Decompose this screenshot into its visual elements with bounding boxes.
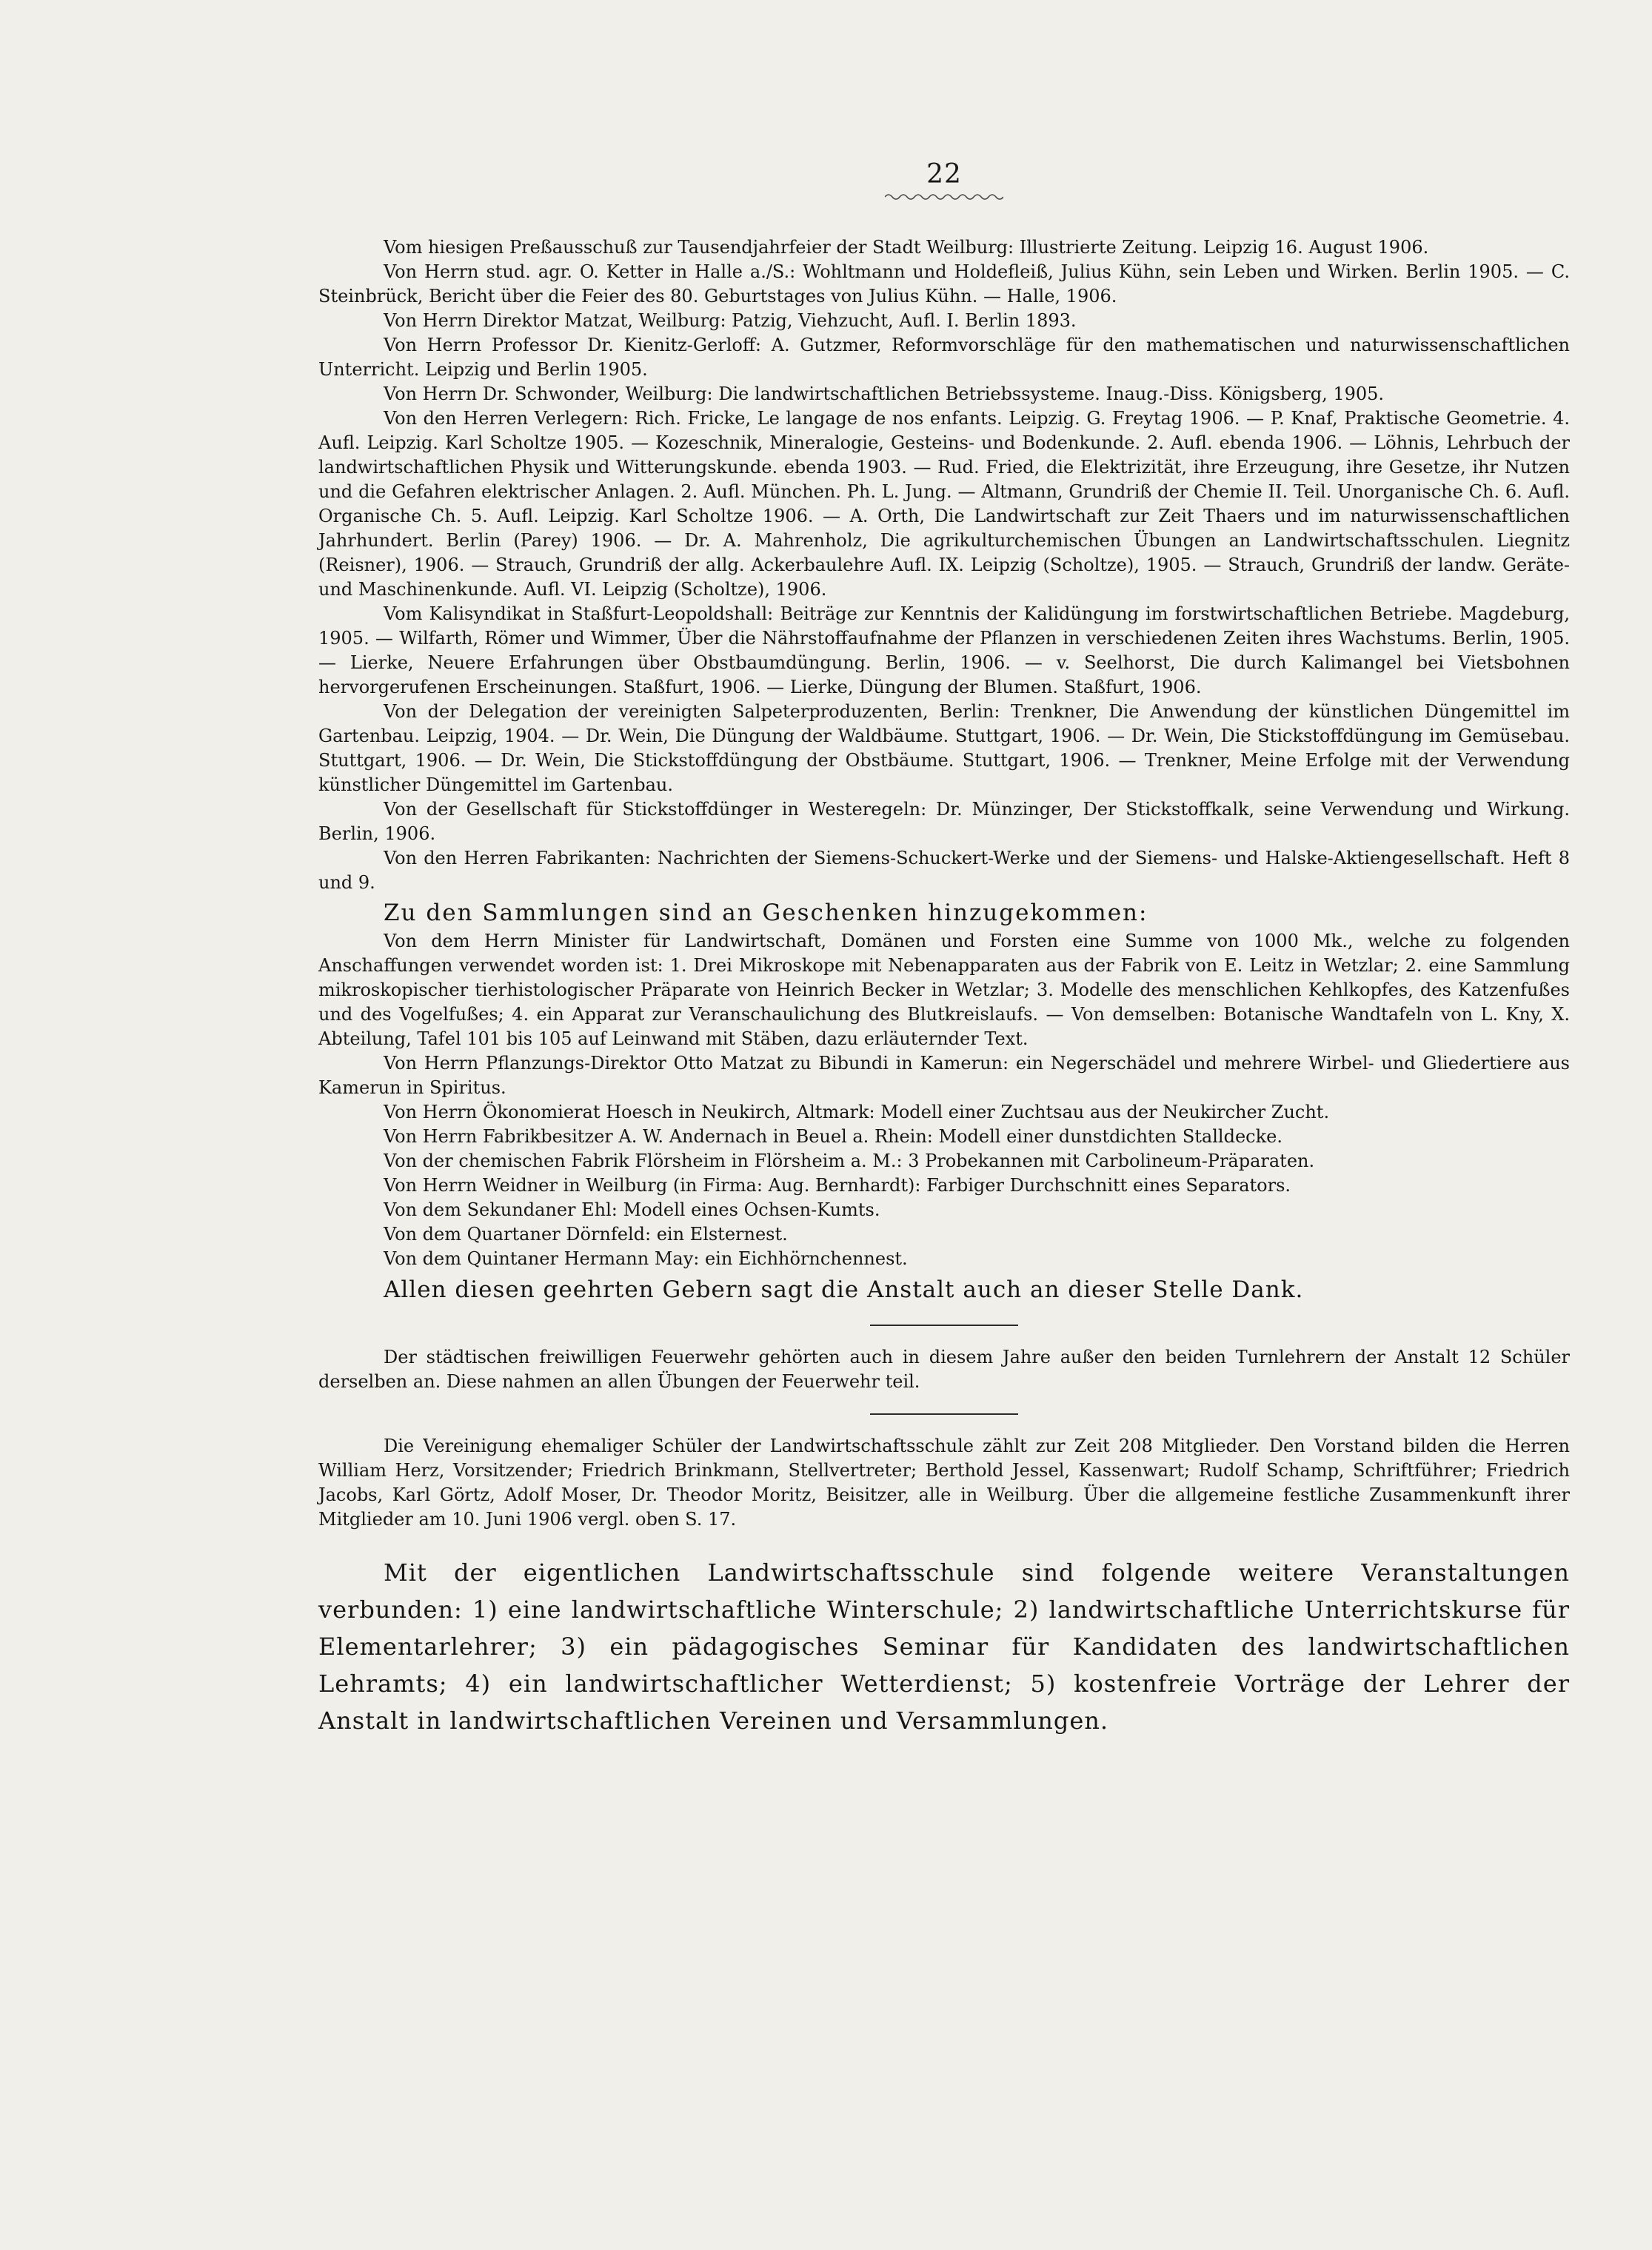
collections-section xyxy=(318,929,1570,1271)
gift-entry: Von der Gesellschaft für Stickstoffdünger in Westeregeln: Dr. Münzinger, Der Stickstoffkalk, seine Verwendung und Wirkung. Berlin, 1906. xyxy=(318,799,1570,844)
gifts-section xyxy=(318,235,1570,895)
section-rule xyxy=(870,1413,1018,1415)
collection-entry: Von Herrn Ökonomierat Hoesch in Neukirch, Altmark: Modell einer Zuchtsau aus der Neukircher Zucht. xyxy=(384,1102,1330,1122)
thanks-line: Allen diesen geehrten Gebern sagt die Anstalt auch an dieser Stelle Dank. xyxy=(384,1276,1304,1303)
collection-entry: Von dem Quintaner Hermann May: ein Eichhörnchennest. xyxy=(384,1248,908,1269)
collection-entry: Von dem Sekundaner Ehl: Modell eines Ochsen-Kumts. xyxy=(384,1199,880,1220)
gift-entry: Von der Delegation der vereinigten Salpeterproduzenten, Berlin: Trenkner, Die Anwendung der künstlichen Düngemittel im Gartenbau. Leipzig, 1904. — Dr. Wein, Die Düngung der Waldbäume. Stuttgart, 1906. — Dr. Wein, Die Stickstoffdüngung im Gemüsebau. Stuttgart, 1906. — Dr. Wein, Die Stickstoffdüngung der Obstbäume. Stuttgart, 1906. — Trenkner, Meine Erfolge mit der Verwendung künstlicher Düngemittel im Gartenbau. xyxy=(318,701,1570,795)
gift-entry: Von Herrn Direktor Matzat, Weilburg: Patzig, Viehzucht, Aufl. I. Berlin 1893. xyxy=(384,310,1077,331)
gift-entry: Von Herrn Professor Dr. Kienitz-Gerloff: A. Gutzmer, Reformvorschläge für den mathematischen und naturwissenschaftlichen Unterricht. Leipzig und Berlin 1905. xyxy=(318,335,1570,380)
gift-entry: Von Herrn Dr. Schwonder, Weilburg: Die landwirtschaftlichen Betriebssysteme. Inaug.-Diss. Königsberg, 1905. xyxy=(384,384,1385,404)
alumni-section xyxy=(318,1434,1570,1532)
section-rule xyxy=(870,1325,1018,1326)
gift-entry: Vom Kalisyndikat in Staßfurt-Leopoldshall: Beiträge zur Kenntnis der Kalidüngung im forstwirtschaftlichen Betriebe. Magdeburg, 1905. — Wilfarth, Römer und Wimmer, Über die Nährstoffaufnahme der Pflanzen in verschiedenen Zeiten ihres Wachstums. Berlin, 1905. — Lierke, Neuere Erfahrungen über Obstbaumdüngung. Berlin, 1906. — v. Seelhorst, Die durch Kalimangel bei Vietsbohnen hervorgerufenen Erscheinungen. Staßfurt, 1906. — Lierke, Düngung der Blumen. Staßfurt, 1906. xyxy=(318,603,1570,697)
fire-brigade-section xyxy=(318,1345,1570,1394)
collection-entry: Von der chemischen Fabrik Flörsheim in Flörsheim a. M.: 3 Probekannen mit Carbolineum-Präparaten. xyxy=(384,1151,1315,1171)
gift-entry: Vom hiesigen Preßausschuß zur Tausendjahrfeier der Stadt Weilburg: Illustrierte Zeitung. Leipzig 16. August 1906. xyxy=(384,237,1429,258)
gift-entry: Von den Herren Fabrikanten: Nachrichten der Siemens-Schuckert-Werke und der Siemens- und Halske-Aktiengesellschaft. Heft 8 und 9. xyxy=(318,848,1570,893)
ornament-divider xyxy=(885,192,1003,201)
fire-brigade-paragraph: Der städtischen freiwilligen Feuerwehr gehörten auch in diesem Jahre außer den beiden Turnlehrern der Anstalt 12 Schüler derselben an. Diese nahmen an allen Übungen der Feuerwehr teil. xyxy=(318,1347,1570,1392)
gift-entry: Von den Herren Verlegern: Rich. Fricke, Le langage de nos enfants. Leipzig. G. Freytag 1906. — P. Knaf, Praktische Geometrie. 4. Aufl. Leipzig. Karl Scholtze 1905. — Kozeschnik, Mineralogie, Gesteins- und Bodenkunde. 2. Aufl. ebenda 1906. — Löhnis, Lehrbuch der landwirtschaftlichen Physik und Witterungskunde. ebenda 1903. — Rud. Fried, die Elektrizität, ihre Erzeugung, ihre Gesetze, ihr Nutzen und die Gefahren elektrischer Anlagen. 2. Aufl. München. Ph. L. Jung. — Altmann, Grundriß der Chemie II. Teil. Unorganische Ch. 6. Aufl. Organische Ch. 5. Aufl. Leipzig. Karl Scholtze 1906. — A. Orth, Die Landwirtschaft zur Zeit Thaers und im naturwissenschaftlichen Jahrhundert. Berlin (Parey) 1906. — Dr. A. Mahrenholz, Die agrikulturchemischen Übungen an Landwirtschaftsschulen. Liegnitz (Reisner), 1906. — Strauch, Grundriß der allg. Ackerbaulehre Aufl. IX. Leipzig (Scholtze), 1905. — Strauch, Grundriß der landw. Geräte- und Maschinenkunde. Aufl. VI. Leipzig (Scholtze), 1906. xyxy=(318,408,1570,600)
collection-entry: Von Herrn Weidner in Weilburg (in Firma: Aug. Bernhardt): Farbiger Durchschnitt eines Separators. xyxy=(384,1175,1291,1196)
final-paragraph: Mit der eigentlichen Landwirtschaftsschule sind folgende weitere Veranstaltungen verbunden: 1) eine landwirtschaftliche Winterschule; 2) landwirtschaftliche Unterrichtskurse für Elementarlehrer; 3) ein pädagogisches Seminar für Kandidaten des landwirtschaftlichen Lehramts; 4) ein landwirtschaftlicher Wetterdienst; 5) kostenfreie Vorträge der Lehrer der Anstalt in landwirtschaftlichen Vereinen und Versammlungen. xyxy=(318,1558,1570,1735)
collection-entry: Von dem Herrn Minister für Landwirtschaft, Domänen und Forsten eine Summe von 1000 Mk., welche zu folgenden Anschaffungen verwendet worden ist: 1. Drei Mikroskope mit Nebenapparaten aus der Fabrik von E. Leitz in Wetzlar; 2. eine Sammlung mikroskopischer tierhistologischer Präparate von Heinrich Becker in Wetzlar; 3. Modelle des menschlichen Kehlkopfes, des Katzenfußes und des Vogelfußes; 4. ein Apparat zur Veranschaulichung des Blutkreislaufs. — Von demselben: Botanische Wandtafeln von L. Kny, X. Abteilung, Tafel 101 bis 105 auf Leinwand mit Stäben, dazu erläuternder Text. xyxy=(318,931,1570,1049)
collection-entry: Von Herrn Fabrikbesitzer A. W. Andernach in Beuel a. Rhein: Modell einer dunstdichten Stalldecke. xyxy=(384,1126,1283,1147)
gift-entry: Von Herrn stud. agr. O. Ketter in Halle a./S.: Wohltmann und Holdefleiß, Julius Kühn, sein Leben und Wirken. Berlin 1905. — C. Steinbrück, Bericht über die Feier des 80. Geburtstages von Julius Kühn. — Halle, 1906. xyxy=(318,261,1570,307)
document-page xyxy=(318,159,1570,1739)
alumni-paragraph: Die Vereinigung ehemaliger Schüler der Landwirtschaftsschule zählt zur Zeit 208 Mitglieder. Den Vorstand bilden die Herren William Herz, Vorsitzender; Friedrich Brinkmann, Stellvertreter; Berthold Jessel, Kassenwart; Rudolf Schamp, Schriftführer; Friedrich Jacobs, Karl Görtz, Adolf Moser, Dr. Theodor Moritz, Beisitzer, alle in Weilburg. Über die allgemeine festliche Zusammenkunft ihrer Mitglieder am 10. Juni 1906 vergl. oben S. 17. xyxy=(318,1436,1570,1530)
collection-entry: Von dem Quartaner Dörnfeld: ein Elsternest. xyxy=(384,1224,788,1245)
collections-heading: Zu den Sammlungen sind an Geschenken hinzugekommen: xyxy=(384,900,1148,926)
collection-entry: Von Herrn Pflanzungs-Direktor Otto Matzat zu Bibundi in Kamerun: ein Negerschädel und mehrere Wirbel- und Gliedertiere aus Kamerun in Spiritus. xyxy=(318,1053,1570,1098)
page-number: 22 xyxy=(926,159,962,190)
final-section xyxy=(318,1554,1570,1739)
